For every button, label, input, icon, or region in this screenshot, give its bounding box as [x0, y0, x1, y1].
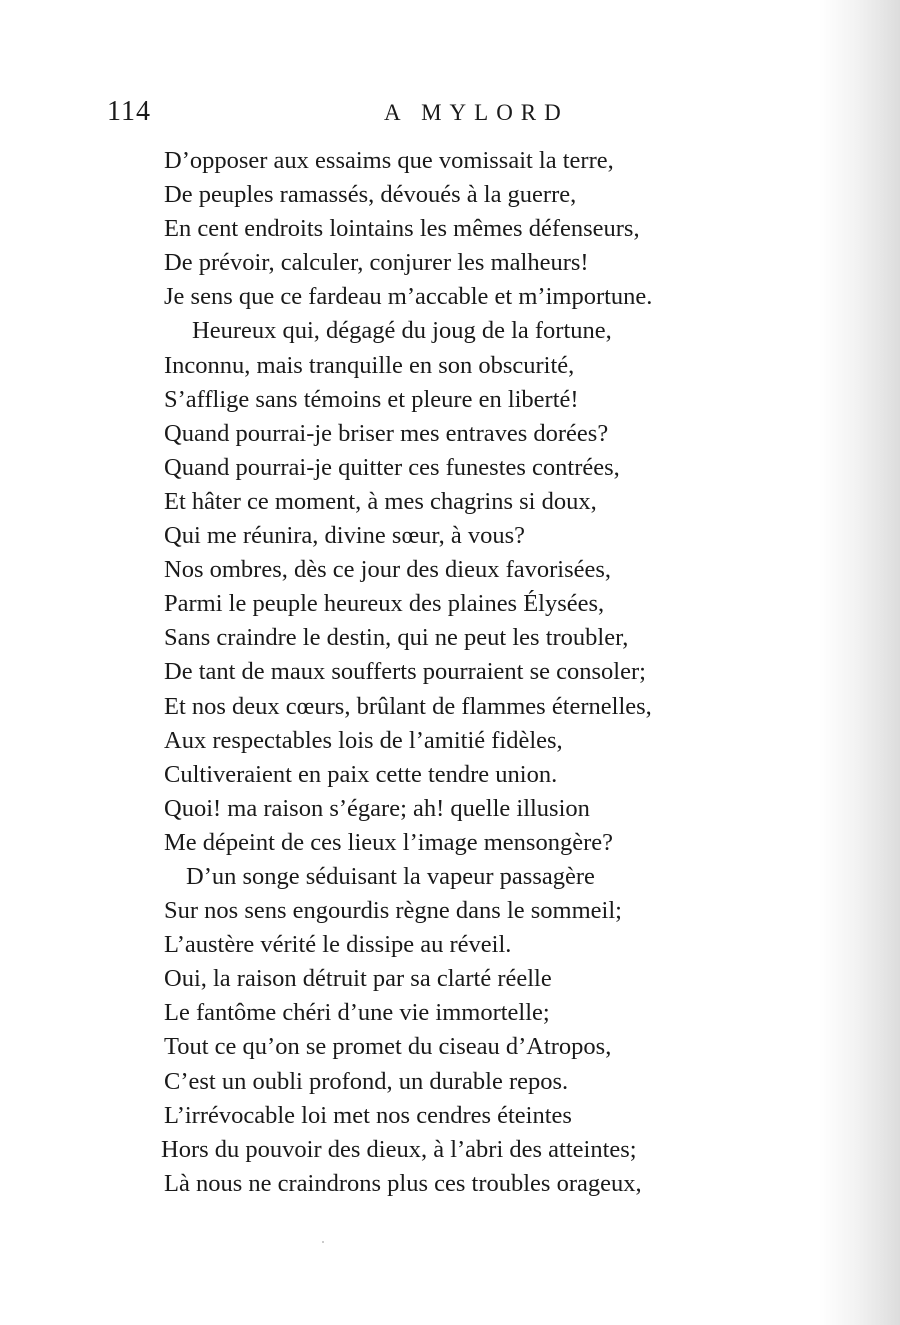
verse-line: L’irrévocable loi met nos cendres éteintes — [164, 1101, 572, 1129]
verse-line: De prévoir, calculer, conjurer les malheurs! — [164, 249, 589, 277]
verse-line: S’afflige sans témoins et pleure en liberté! — [164, 385, 579, 413]
verse-line: Et hâter ce moment, à mes chagrins si doux, — [164, 487, 597, 515]
verse-line: Qui me réunira, divine sœur, à vous? — [164, 522, 525, 550]
verse-line: Hors du pouvoir des dieux, à l’abri des atteintes; — [161, 1135, 637, 1163]
page-number: 114 — [107, 96, 151, 127]
verse-line-indented: Heureux qui, dégagé du joug de la fortune, — [192, 317, 612, 345]
verse-line: L’austère vérité le dissipe au réveil. — [164, 931, 512, 959]
verse-line: Et nos deux cœurs, brûlant de flammes éternelles, — [164, 692, 652, 720]
running-head: A MYLORD — [384, 100, 569, 125]
verse-line: Sans craindre le destin, qui ne peut les troubler, — [164, 624, 629, 652]
paper-speck — [322, 1241, 324, 1243]
verse-line-indented: D’un songe séduisant la vapeur passagère — [186, 862, 595, 890]
verse-line: Cultiveraient en paix cette tendre union. — [164, 760, 558, 788]
verse-line: C’est un oubli profond, un durable repos. — [164, 1067, 569, 1095]
verse-line: Nos ombres, dès ce jour des dieux favorisées, — [164, 556, 612, 584]
verse-line: En cent endroits lointains les mêmes défenseurs, — [164, 215, 640, 243]
verse-line: Oui, la raison détruit par sa clarté réelle — [164, 965, 552, 993]
verse-line: Tout ce qu’on se promet du ciseau d’Atropos, — [164, 1033, 612, 1061]
verse-line: De tant de maux soufferts pourraient se consoler; — [164, 658, 646, 686]
verse-line: Parmi le peuple heureux des plaines Élysées, — [164, 590, 605, 618]
verse-line: Quand pourrai-je quitter ces funestes contrées, — [164, 453, 620, 481]
verse-line: Sur nos sens engourdis règne dans le sommeil; — [164, 897, 622, 925]
poem-text — [161, 144, 764, 1201]
verse-line: Là nous ne craindrons plus ces troubles orageux, — [164, 1169, 642, 1197]
verse-line: Me dépeint de ces lieux l’image mensongère? — [164, 828, 613, 856]
verse-line: D’opposer aux essaims que vomissait la terre, — [164, 147, 614, 174]
verse-line: Aux respectables lois de l’amitié fidèles, — [164, 726, 563, 754]
verse-line: De peuples ramassés, dévoués à la guerre, — [164, 181, 577, 209]
verse-line: Je sens que ce fardeau m’accable et m’importune. — [164, 283, 653, 311]
verse-line: Quand pourrai-je briser mes entraves dorées? — [164, 419, 609, 447]
verse-line: Le fantôme chéri d’une vie immortelle; — [164, 999, 550, 1027]
verse-line: Inconnu, mais tranquille en son obscurité, — [164, 351, 575, 379]
verse-line: Quoi! ma raison s’égare; ah! quelle illusion — [164, 794, 590, 822]
